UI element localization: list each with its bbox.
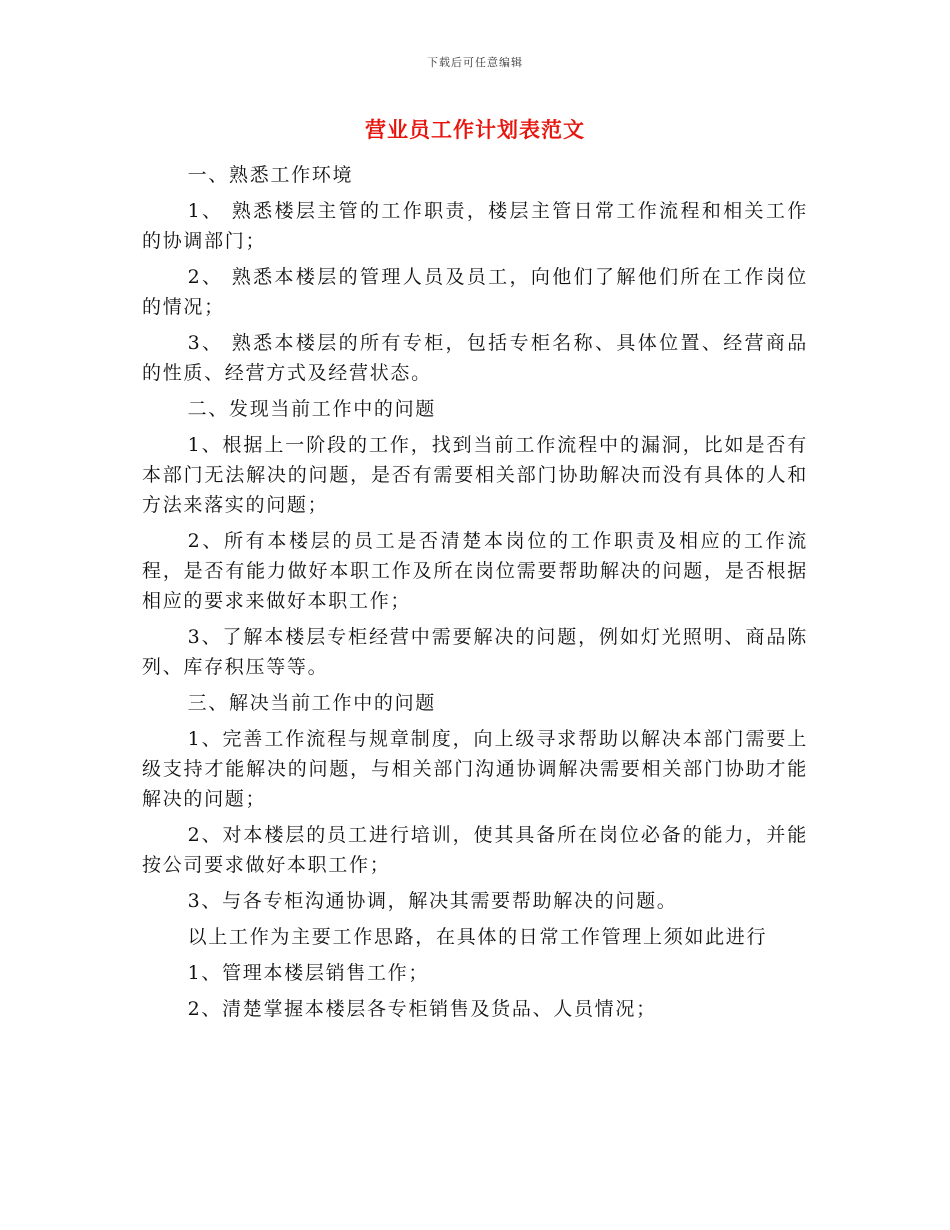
paragraph: 2、对本楼层的员工进行培训，使其具备所在岗位必备的能力，并能按公司要求做好本职工作； <box>142 824 808 876</box>
paragraph: 2、 熟悉本楼层的管理人员及员工，向他们了解他们所在工作岗位的情况； <box>142 266 808 318</box>
section-heading-2: 二、发现当前工作中的问题 <box>187 398 436 420</box>
paragraph: 3、了解本楼层专柜经营中需要解决的问题，例如灯光照明、商品陈列、库存积压等等。 <box>142 626 808 678</box>
section-heading-1: 一、熟悉工作环境 <box>187 164 354 186</box>
paragraph: 1、完善工作流程与规章制度，向上级寻求帮助以解决本部门需要上级支持才能解决的问题，与相关部门沟通协调解决需要相关部门协助才能解决的问题； <box>142 728 808 810</box>
paragraph: 3、 熟悉本楼层的所有专柜，包括专柜名称、具体位置、经营商品的性质、经营方式及经营状态。 <box>142 332 808 384</box>
paragraph: 1、管理本楼层销售工作； <box>187 962 430 984</box>
paragraph: 3、与各专柜沟通协调，解决其需要帮助解决的问题。 <box>187 890 678 912</box>
document-body <box>142 160 808 1030</box>
paragraph: 1、根据上一阶段的工作，找到当前工作流程中的漏洞，比如是否有本部门无法解决的问题，是否有需要相关部门协助解决而没有具体的人和方法来落实的问题； <box>142 434 808 516</box>
paragraph: 以上工作为主要工作思路，在具体的日常工作管理上须如此进行 <box>187 926 768 948</box>
paragraph: 2、清楚掌握本楼层各专柜销售及货品、人员情况； <box>187 998 657 1020</box>
paragraph: 1、 熟悉楼层主管的工作职责，楼层主管日常工作流程和相关工作的协调部门； <box>142 200 808 252</box>
section-heading-3: 三、解决当前工作中的问题 <box>187 692 436 714</box>
header-note: 下载后可任意编辑 <box>427 56 523 69</box>
page-title: 营业员工作计划表范文 <box>365 117 585 142</box>
paragraph: 2、所有本楼层的员工是否清楚本岗位的工作职责及相应的工作流程，是否有能力做好本职工作及所在岗位需要帮助解决的问题，是否根据相应的要求来做好本职工作； <box>142 530 808 612</box>
